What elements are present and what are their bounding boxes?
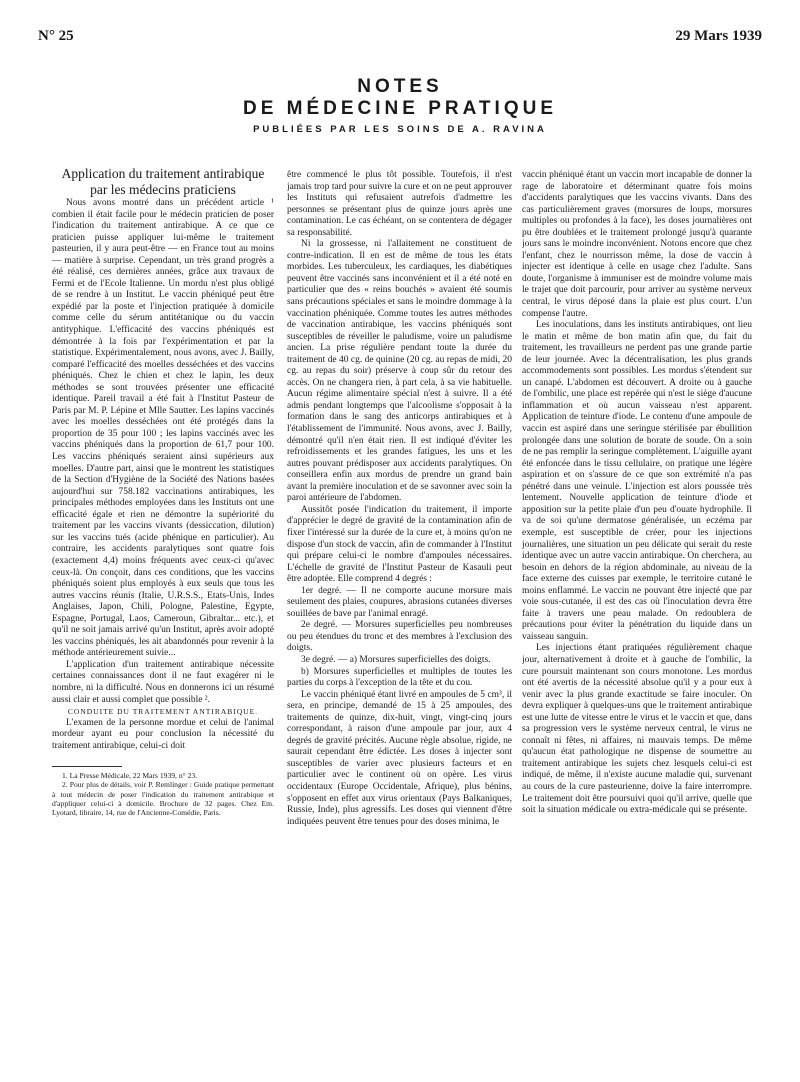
paragraph: 2e degré. — Morsures superficielles peu nombreuses ou peu étendues du tronc et des membres à l'exclusion des doigts. (287, 620, 512, 654)
column-1 (52, 166, 274, 1066)
footnotes (52, 771, 274, 817)
paragraph: L'examen de la personne mordue et celui de l'animal mordeur ayant eu pour conclusion la nécessité du traitement antirabique, celui-ci doit (52, 717, 274, 751)
issue-number: N° 25 (38, 28, 74, 44)
paragraph: Aussitôt posée l'indication du traitement, il importe d'apprécier le degré de gravité de la contamination afin de fixer l'intéressé sur la durée de la cure et, à moins qu'on ne dispose d'un stock de vaccin, afin de commander à l'Institut qui prépare celui-ci le nombre d'ampoules nécessaires. L'échelle de gravité de l'Institut Pasteur de Kasauli peut être adoptée. Elle comprend 4 degrés : (287, 504, 512, 585)
paragraph: Ni la grossesse, ni l'allaitement ne constituent de contre-indication. Il en est de même de tous les états morbides. Les tuberculeux, les cardiaques, les diabétiques peuvent être vaccinés sans inconvénient et il a été noté en particulier que des « reins bouchés » avaient été soumis sans précautions spéciales et sans le moindre dommage à la vaccination phéniquée. Comme toutes les autres méthodes de vaccination antirabique, les vaccins phéniqués sont susceptibles de réveiller le paludisme, voire un paludisme ancien. La prise régulière pendant toute la durée du traitement de 40 cg. de quinine (20 cg. au repas de midi, 20 cg. au repas du soir) préserve à coup sûr du retour des accès. On ne changera rien, à part cela, à sa vie habituelle. Aucun régime alimentaire spécial n'est à suivre. Il a été admis pendant longtemps que l'alcoolisme s'opposait à la formation dans le sang des anticorps antirabiques et à l'établissement de l'immunité. Nous avons, avec J. Bailly, démontré qu'il n'en était rien. Il est indiqué d'éviter les refroidissements et les grandes fatigues, les uns et les autres pouvant prédisposer aux accidents paralytiques. On conseillera enfin aux mordus de prendre un grand bain avant la première inoculation et de se savonner avec soin la paroi antérieure de l'abdomen. (287, 239, 512, 504)
paragraph: Nous avons montré dans un précédent article ¹ combien il était facile pour le médecin praticien de poser l'indication du traitement antirabique. A ce que ce praticien puisse appliquer lui-même le traitement pasteurien, il y aura peut-être — en France tout au moins — matière à surprise. Cependant, un très grand progrès a été réalisé, ces dernières années, grâce aux travaux de Fermi et de l'Ecole Italienne. Un mordu n'est plus obligé de se rendre à un Institut. Le vaccin phéniqué peut être expédié par la poste et l'injection pratiquée à domicile comme celle du sérum antitétanique ou du vaccin antityphique. L'efficacité des vaccins phéniqués est démontrée à la fois par l'expérimentation et par la statistique. Expérimentalement, nous avons, avec J. Bailly, comparé l'efficacité des moelles desséchées et des vaccins phéniqués. Chez le chien et chez le lapin, les deux méthodes se sont trouvées présenter une efficacité identique. Pareil travail a été fait à l'Institut Pasteur de Paris par M. P. Lépine et Mlle Sautter. Les lapins vaccinés avec les moelles desséchées ont été protégés dans la proportion de 35 pour 100 ; les lapins vaccinés avec les vaccins phéniqués dans la proportion de 61,7 pour 100. Les vaccins phéniqués seraient ainsi supérieurs aux moelles. D'autre part, ainsi que le montrent les statistiques de la Section d'Hygiène de la Société des Nations basées aujourd'hui sur 758.182 vaccinations antirabiques, les principales méthodes employées dans les Instituts ont une efficacité égale et rien ne démontre la supériorité du traitement par les vaccins vivants (dessiccation, dilution) sur les vaccins tués (acide phénique en particulier). Au contraire, les accidents paralytiques sont quatre fois (exactement 4,4) moins fréquents avec ceux-ci qu'avec ceux-là. On conçoit, dans ces conditions, que les vaccins phéniqués soient plus employés à eux seuls que tous les autres vaccins réunis (Italie, U.R.S.S., Etats-Unis, Indes Anglaises, Japon, Chili, Pologne, Palestine, Egypte, Espagne, Portugal, Laos, Cameroun, Gibraltar... etc.), et qu'il ne soit jamais arrivé qu'un Institut, après avoir adopté les vaccins phéniqués, les ait abandonnés pour revenir à la méthode antérieurement suivie... (52, 198, 274, 659)
paragraph: L'application d'un traitement antirabique nécessite certaines connaissances dont il ne faut exagérer ni le nombre, ni la difficulté. Nous en donnerons ici un résumé aussi clair et aussi complet que possible ². (52, 659, 274, 705)
footnote: 1. La Presse Médicale, 22 Mars 1939, n° 23. (62, 771, 198, 781)
article-title: Application du traitement antirabique par les médecins praticiens (61, 166, 265, 197)
section-title-line2: DE MÉDECINE PRATIQUE (242, 98, 557, 119)
paragraph: 1er degré. — Il ne comporte aucune morsure mais seulement des plaies, coupures, abrasions cutanées diverses souillées de bave par l'animal enragé. (287, 585, 512, 619)
section-title-line1: NOTES (357, 76, 443, 97)
paragraph: être commencé le plus tôt possible. Toutefois, il n'est jamais trop tard pour suivre la cure et on ne peut approuver les Instituts qui refusaient autrefois d'admettre les personnes se présentant plus de quinze jours après une contamination. Le cas échéant, on se contentera de dégager sa responsabilité. (287, 170, 512, 238)
paragraph: 3e degré. — a) Morsures superficielles des doigts. (301, 654, 491, 665)
column-2 (287, 170, 512, 1066)
paragraph: b) Morsures superficielles et multiples de toutes les parties du corps à l'exception de la tête et du cou. (287, 666, 512, 689)
paragraph: Le vaccin phéniqué étant livré en ampoules de 5 cm³, il sera, en principe, demandé de 15 à 25 ampoules, des traitements de quinze, dix-huit, vingt, vingt-cinq jours correspondant, à raison d'une ampoule par jour, aux 4 degrés de gravité précités. Aucune règle absolue, rigide, ne saurait cependant être édictée. Les doses à injecter sont susceptibles de varier avec plusieurs facteurs et en particulier avec le continent où on opère. Les virus occidentaux (Europe Occidentale, Afrique), plus bénins, s'opposent en effet aux virus orientaux (Pays Balkaniques, Russie, Inde), plus agressifs. Les doses qui viennent d'être indiquées peuvent être tenues pour des doses minima, le (287, 689, 512, 827)
subsection-title: CONDUITE DU TRAITEMENT ANTIRABIQUE. (67, 707, 259, 717)
issue-date: 29 Mars 1939 (675, 28, 762, 44)
section-byline: PUBLIÉES PAR LES SOINS DE A. RAVINA (253, 124, 547, 135)
paragraph: Les inoculations, dans les instituts antirabiques, ont lieu le matin et même de bon matin afin que, du fait du traitement, les travailleurs ne perdent pas une grande partie de leur journée. Avec la décentralisation, les plus grands accommodements sont possibles. Les mordus s'étendent sur un canapé. L'abdomen est découvert. A droite ou à gauche de l'ombilic, une place est repérée qui n'est le siège d'aucune inflammation et où aucun vaisseau n'est apparent. Application de teinture d'iode. Le contenu d'une ampoule de vaccin est aspiré dans une seringue stérilisée par ébullition prolongée dans une solution de borate de soude. On a soin de ne pas remplir la seringue complètement. L'aiguille ayant été enfoncée dans le tissu cellulaire, on pratique une légère aspiration et on s'assure de ce que son extrémité n'a pas pénétré dans une veinule. L'injection est alors poussée très lentement. Nouvelle application de teinture d'iode et apposition sur la petite plaie d'un peu d'ouate hydrophile. Il va de soi qu'une dermatose généralisée, un eczéma par exemple, est susceptible de créer, pour les injections journalières, une situation un peu délicate qui serait du reste identique avec un autre vaccin antirabique. On cherchera, au besoin en dehors de la région abdominale, au niveau de la face externe des cuisses par exemple, le territoire cutané le moins enflammé. Le vaccin ne pouvant être injecté que par voie sous-cutanée, il est des cas où l'inoculation devra être faite à travers une peau malade. On redoublera de précautions pour éviter la pénétration du liquide dans un vaisseau sanguin. (522, 320, 752, 642)
paragraph: vaccin phéniqué étant un vaccin mort incapable de donner la rage de laboratoire et déterminant quatre fois moins d'accidents paralytiques que les vaccins vivants. Dans des cas particulièrement graves (morsures de loups, morsures multiples ou profondes à la face), les doses journalières ont pu être doublées et le traitement prolongé jusqu'à quarante jours sans le moindre inconvénient. Notons encore que chez l'enfant, chez le nourrisson même, la dose de vaccin à injecter est identique à celle en usage chez l'adulte. Sans doute, l'organisme à immuniser est de moindre volume mais le trajet que doit parcourir, pour arriver au système nerveux central, le virus déposé dans la plaie est plus court. L'un compense l'autre. (522, 170, 752, 319)
footnote-rule (52, 766, 122, 767)
footnote: 2. Pour plus de détails, voir P. Remlinger : Guide pratique permettant à tout médecin de poser l'indication du traitement antirabique et d'appliquer celui-ci à domicile. Brochure de 32 pages. Chez Em. Lyotard, libraire, 14, rue de l'Ancienne-Comédie, Paris. (52, 780, 274, 818)
paragraph: Les injections étant pratiquées régulièrement chaque jour, alternativement à droite et à gauche de l'ombilic, la cure poursuit maintenant son cours monotone. Les mordus ont été avertis de la nécessité absolue qu'il y a pour eux à venir avec la plus grande exactitude se faire inoculer. On devra expliquer à quelques-uns que le traitement antirabique est une lutte de vitesse entre le virus et le vaccin et que, dans sa progression vers le système nerveux central, le virus ne connaît ni fêtes, ni affaires, ni mauvais temps. De même qu'aucun état pathologique ne dispense de soumettre au traitement antirabique les sujets chez lesquels celui-ci est indiqué, de même, il n'existe aucune maladie qui, survenant au cours de la cure pasteurienne, doive la faire interrompre. Le traitement doit être poursuivi quoi qu'il arrive, quelle que soit la situation médicale ou extra-médicale qui se présente. (522, 643, 752, 816)
column-3 (522, 170, 752, 1066)
